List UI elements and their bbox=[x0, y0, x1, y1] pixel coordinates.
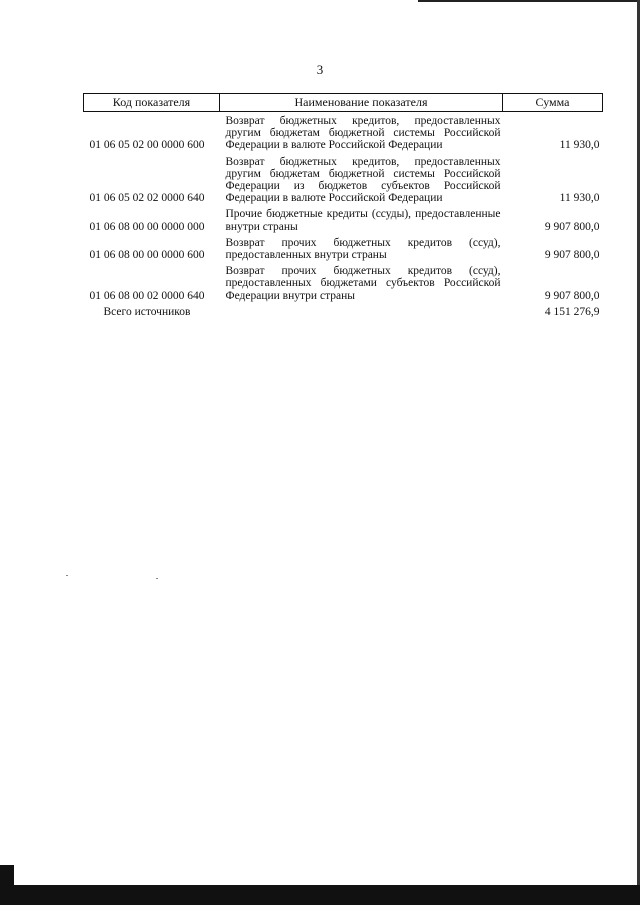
row-sum: 9 907 800,0 bbox=[544, 220, 600, 233]
row-code: 01 06 08 00 00 0000 600 bbox=[89, 249, 205, 262]
row-sum: 11 930,0 bbox=[559, 192, 600, 205]
table-row bbox=[84, 205, 603, 233]
page-number: 3 bbox=[316, 62, 324, 77]
row-sum: 11 930,0 bbox=[559, 139, 600, 152]
total-sum: 4 151 276,9 bbox=[544, 305, 600, 318]
total-row bbox=[84, 303, 603, 319]
scan-speck bbox=[156, 578, 158, 579]
table-row bbox=[84, 112, 603, 153]
column-header-code: Код показателя bbox=[84, 94, 220, 112]
total-label: Всего источников bbox=[103, 305, 191, 318]
scan-bottom-edge bbox=[0, 885, 640, 905]
row-code: 01 06 05 02 00 0000 600 bbox=[89, 139, 205, 152]
table-row bbox=[84, 234, 603, 262]
row-name: Возврат бюджетных кредитов, предоставленных другим бюджетам бюджетной системы Российской Федерации в валюте Российской Федерации bbox=[225, 115, 501, 152]
row-sum: 9 907 800,0 bbox=[544, 249, 600, 262]
table-header-row bbox=[84, 94, 603, 112]
row-code: 01 06 08 00 02 0000 640 bbox=[89, 289, 205, 302]
column-header-sum: Сумма bbox=[503, 94, 603, 112]
row-name: Возврат прочих бюджетных кредитов (ссуд), предоставленных внутри страны bbox=[225, 236, 501, 262]
sources-table bbox=[83, 93, 603, 319]
row-name: Возврат прочих бюджетных кредитов (ссуд), предоставленных бюджетами субъектов Российской Федерации внутри страны bbox=[225, 265, 501, 302]
scan-corner-mark bbox=[0, 865, 14, 905]
scan-edge-line bbox=[418, 0, 640, 2]
column-header-name: Наименование показателя bbox=[220, 94, 503, 112]
row-code: 01 06 05 02 02 0000 640 bbox=[89, 192, 205, 205]
row-code: 01 06 08 00 00 0000 000 bbox=[89, 220, 205, 233]
row-sum: 9 907 800,0 bbox=[544, 289, 600, 302]
row-name: Возврат бюджетных кредитов, предоставленных другим бюджетам бюджетной системы Российской Федерации из бюджетов субъектов Российской Федерации в валюте Российской Федерации bbox=[225, 155, 501, 205]
total-spacer bbox=[220, 303, 503, 319]
scan-speck bbox=[66, 575, 68, 576]
table-row bbox=[84, 153, 603, 206]
table-row bbox=[84, 262, 603, 303]
row-name: Прочие бюджетные кредиты (ссуды), предоставленные внутри страны bbox=[225, 208, 501, 233]
